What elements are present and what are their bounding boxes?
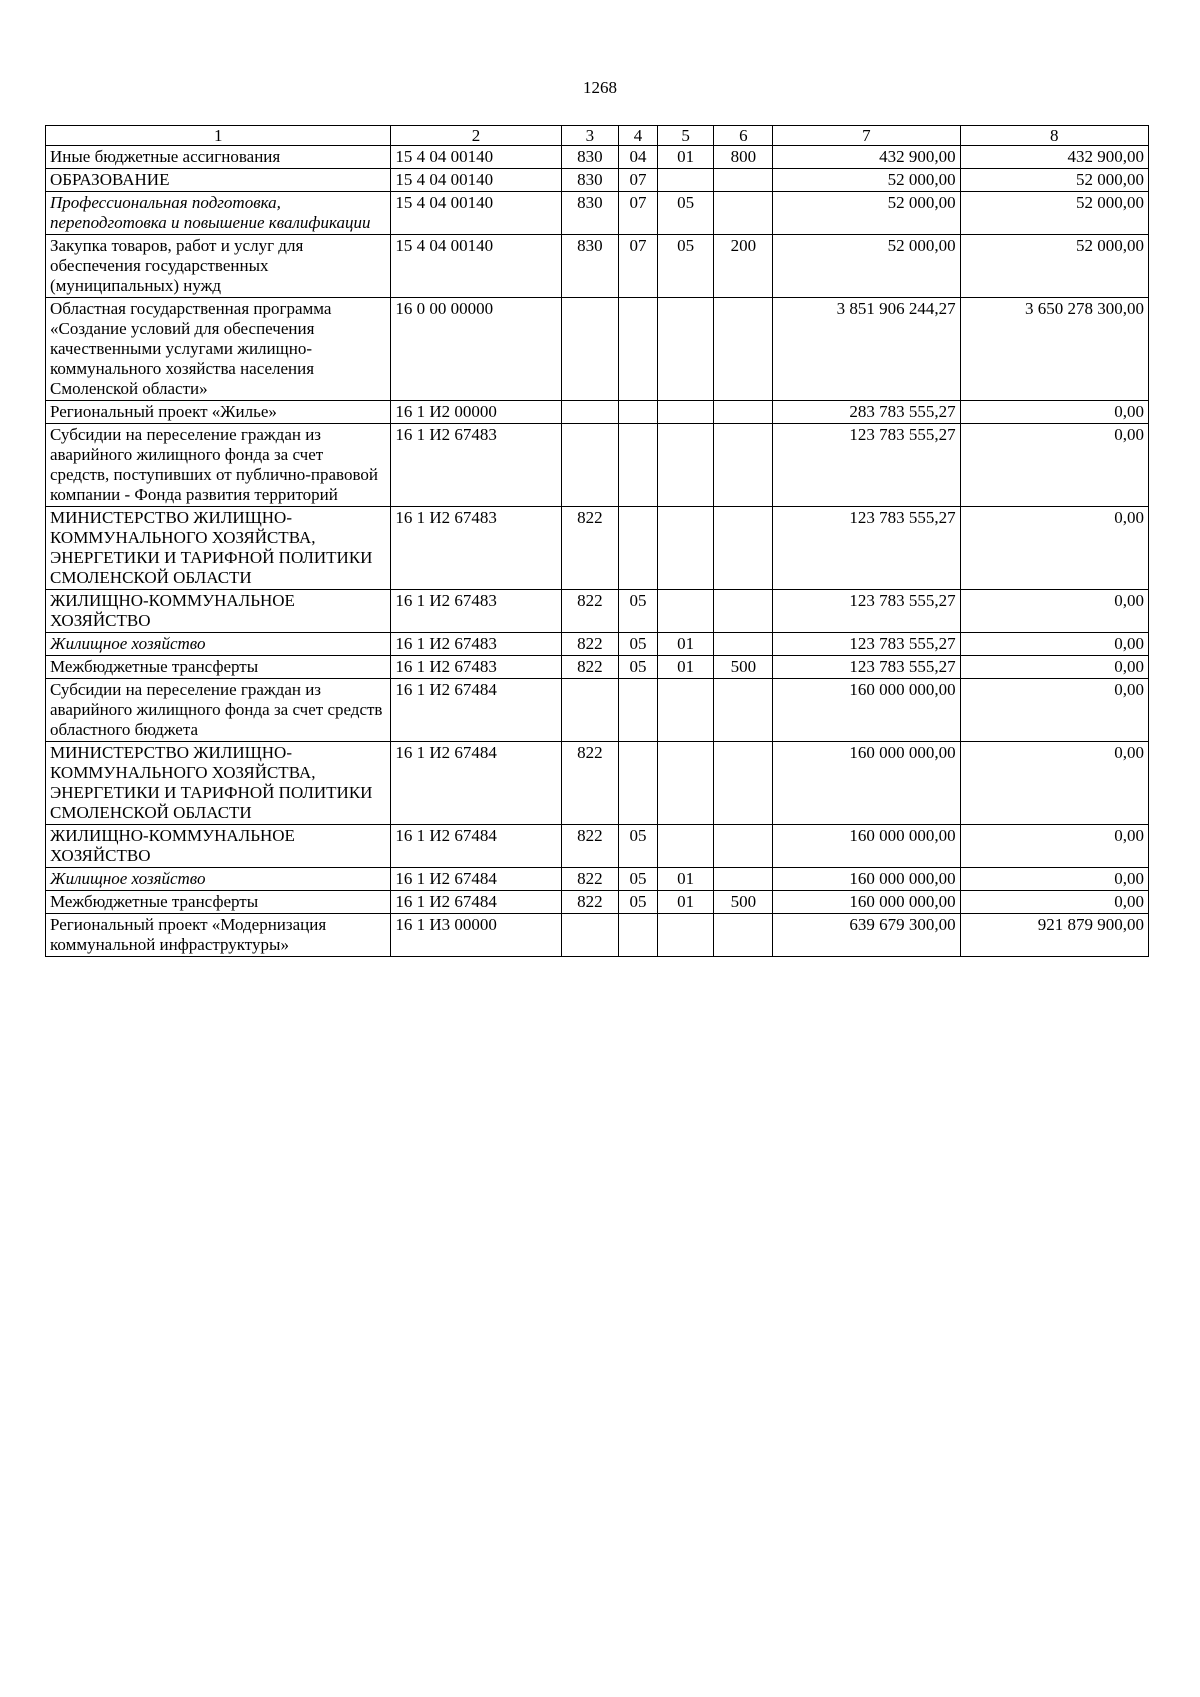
- row-name: ОБРАЗОВАНИЕ: [46, 169, 391, 192]
- section-code: 05: [619, 825, 657, 868]
- target-code: 15 4 04 00140: [391, 192, 561, 235]
- department-code: 822: [561, 633, 619, 656]
- target-code: 16 1 И2 67484: [391, 891, 561, 914]
- row-name: Межбюджетные трансферты: [46, 891, 391, 914]
- expense-type-code: [714, 679, 773, 742]
- amount-year-1: 123 783 555,27: [773, 424, 960, 507]
- table-row: [46, 192, 1149, 235]
- row-name: Жилищное хозяйство: [46, 633, 391, 656]
- amount-year-1: 52 000,00: [773, 169, 960, 192]
- section-code: 07: [619, 235, 657, 298]
- department-code: 822: [561, 507, 619, 590]
- table-row: [46, 914, 1149, 957]
- section-code: 07: [619, 192, 657, 235]
- amount-year-1: 160 000 000,00: [773, 891, 960, 914]
- amount-year-1: 160 000 000,00: [773, 825, 960, 868]
- table-row: [46, 742, 1149, 825]
- section-code: [619, 424, 657, 507]
- target-code: 16 1 И2 67483: [391, 590, 561, 633]
- expense-type-code: [714, 868, 773, 891]
- amount-year-2: 0,00: [960, 868, 1148, 891]
- subsection-code: [657, 298, 714, 401]
- amount-year-1: 3 851 906 244,27: [773, 298, 960, 401]
- table-row: [46, 825, 1149, 868]
- expense-type-code: 800: [714, 146, 773, 169]
- amount-year-1: 639 679 300,00: [773, 914, 960, 957]
- department-code: [561, 401, 619, 424]
- subsection-code: 05: [657, 235, 714, 298]
- column-header-7: 7: [773, 126, 960, 146]
- row-name: Региональный проект «Модернизация коммунальной инфраструктуры»: [46, 914, 391, 957]
- column-header-2: 2: [391, 126, 561, 146]
- subsection-code: [657, 914, 714, 957]
- budget-table: [45, 125, 1149, 957]
- expense-type-code: 500: [714, 656, 773, 679]
- table-row: [46, 656, 1149, 679]
- department-code: 822: [561, 742, 619, 825]
- table-row: [46, 146, 1149, 169]
- amount-year-2: 0,00: [960, 590, 1148, 633]
- table-row: [46, 507, 1149, 590]
- target-code: 16 1 И2 67484: [391, 868, 561, 891]
- section-code: 05: [619, 868, 657, 891]
- table-body: [46, 146, 1149, 957]
- row-name: ЖИЛИЩНО-КОММУНАЛЬНОЕ ХОЗЯЙСТВО: [46, 590, 391, 633]
- column-header-8: 8: [960, 126, 1148, 146]
- subsection-code: [657, 424, 714, 507]
- subsection-code: 01: [657, 891, 714, 914]
- subsection-code: 01: [657, 868, 714, 891]
- amount-year-2: 432 900,00: [960, 146, 1148, 169]
- target-code: 16 1 И2 67484: [391, 679, 561, 742]
- department-code: 822: [561, 656, 619, 679]
- target-code: 15 4 04 00140: [391, 235, 561, 298]
- target-code: 16 1 И2 67484: [391, 825, 561, 868]
- subsection-code: [657, 590, 714, 633]
- expense-type-code: 200: [714, 235, 773, 298]
- amount-year-1: 283 783 555,27: [773, 401, 960, 424]
- department-code: 822: [561, 590, 619, 633]
- row-name: МИНИСТЕРСТВО ЖИЛИЩНО-КОММУНАЛЬНОГО ХОЗЯЙСТВА, ЭНЕРГЕТИКИ И ТАРИФНОЙ ПОЛИТИКИ СМОЛЕНСКОЙ ОБЛАСТИ: [46, 742, 391, 825]
- target-code: 16 1 И2 67483: [391, 424, 561, 507]
- amount-year-2: 0,00: [960, 891, 1148, 914]
- expense-type-code: [714, 914, 773, 957]
- amount-year-2: 0,00: [960, 424, 1148, 507]
- row-name: Субсидии на переселение граждан из аварийного жилищного фонда за счет средств областного бюджета: [46, 679, 391, 742]
- amount-year-2: 0,00: [960, 633, 1148, 656]
- row-name: Межбюджетные трансферты: [46, 656, 391, 679]
- amount-year-2: 52 000,00: [960, 235, 1148, 298]
- subsection-code: 01: [657, 146, 714, 169]
- target-code: 16 1 И2 67484: [391, 742, 561, 825]
- table-row: [46, 633, 1149, 656]
- expense-type-code: 500: [714, 891, 773, 914]
- row-name: Областная государственная программа «Создание условий для обеспечения качественными услугами жилищно-коммунального хозяйства населения Смоленской области»: [46, 298, 391, 401]
- section-code: [619, 401, 657, 424]
- subsection-code: [657, 169, 714, 192]
- expense-type-code: [714, 401, 773, 424]
- table-row: [46, 169, 1149, 192]
- section-code: 04: [619, 146, 657, 169]
- amount-year-2: 0,00: [960, 679, 1148, 742]
- amount-year-2: 3 650 278 300,00: [960, 298, 1148, 401]
- section-code: [619, 679, 657, 742]
- department-code: 830: [561, 146, 619, 169]
- column-header-5: 5: [657, 126, 714, 146]
- table-row: [46, 235, 1149, 298]
- subsection-code: 01: [657, 633, 714, 656]
- section-code: 07: [619, 169, 657, 192]
- column-header-4: 4: [619, 126, 657, 146]
- table-row: [46, 679, 1149, 742]
- expense-type-code: [714, 742, 773, 825]
- row-name: Субсидии на переселение граждан из аварийного жилищного фонда за счет средств, поступивших от публично-правовой компании - Фонда развития территорий: [46, 424, 391, 507]
- table-row: [46, 424, 1149, 507]
- table-row: [46, 298, 1149, 401]
- expense-type-code: [714, 590, 773, 633]
- row-name: Закупка товаров, работ и услуг для обеспечения государственных (муниципальных) нужд: [46, 235, 391, 298]
- amount-year-1: 160 000 000,00: [773, 742, 960, 825]
- department-code: [561, 298, 619, 401]
- department-code: 830: [561, 192, 619, 235]
- section-code: 05: [619, 633, 657, 656]
- row-name: Профессиональная подготовка, переподготовка и повышение квалификации: [46, 192, 391, 235]
- table-header-row: [46, 126, 1149, 146]
- target-code: 15 4 04 00140: [391, 169, 561, 192]
- expense-type-code: [714, 298, 773, 401]
- amount-year-1: 160 000 000,00: [773, 868, 960, 891]
- target-code: 16 1 И2 67483: [391, 656, 561, 679]
- amount-year-1: 160 000 000,00: [773, 679, 960, 742]
- amount-year-1: 52 000,00: [773, 192, 960, 235]
- table-row: [46, 868, 1149, 891]
- target-code: 16 1 И2 67483: [391, 507, 561, 590]
- target-code: 16 1 И2 67483: [391, 633, 561, 656]
- row-name: Иные бюджетные ассигнования: [46, 146, 391, 169]
- amount-year-2: 0,00: [960, 656, 1148, 679]
- section-code: [619, 507, 657, 590]
- table-row: [46, 891, 1149, 914]
- expense-type-code: [714, 424, 773, 507]
- row-name: Региональный проект «Жилье»: [46, 401, 391, 424]
- amount-year-1: 432 900,00: [773, 146, 960, 169]
- subsection-code: [657, 507, 714, 590]
- expense-type-code: [714, 169, 773, 192]
- subsection-code: [657, 742, 714, 825]
- department-code: 822: [561, 891, 619, 914]
- subsection-code: [657, 825, 714, 868]
- amount-year-2: 0,00: [960, 401, 1148, 424]
- department-code: [561, 679, 619, 742]
- amount-year-1: 123 783 555,27: [773, 656, 960, 679]
- column-header-3: 3: [561, 126, 619, 146]
- amount-year-1: 123 783 555,27: [773, 590, 960, 633]
- section-code: 05: [619, 590, 657, 633]
- amount-year-2: 52 000,00: [960, 192, 1148, 235]
- expense-type-code: [714, 192, 773, 235]
- section-code: [619, 298, 657, 401]
- subsection-code: 01: [657, 656, 714, 679]
- expense-type-code: [714, 825, 773, 868]
- department-code: 830: [561, 169, 619, 192]
- section-code: 05: [619, 656, 657, 679]
- target-code: 16 1 И2 00000: [391, 401, 561, 424]
- table-row: [46, 590, 1149, 633]
- table-row: [46, 401, 1149, 424]
- section-code: [619, 914, 657, 957]
- amount-year-2: 0,00: [960, 507, 1148, 590]
- expense-type-code: [714, 507, 773, 590]
- amount-year-1: 123 783 555,27: [773, 507, 960, 590]
- amount-year-2: 52 000,00: [960, 169, 1148, 192]
- section-code: 05: [619, 891, 657, 914]
- amount-year-1: 52 000,00: [773, 235, 960, 298]
- row-name: Жилищное хозяйство: [46, 868, 391, 891]
- subsection-code: 05: [657, 192, 714, 235]
- amount-year-2: 0,00: [960, 742, 1148, 825]
- amount-year-2: 921 879 900,00: [960, 914, 1148, 957]
- row-name: ЖИЛИЩНО-КОММУНАЛЬНОЕ ХОЗЯЙСТВО: [46, 825, 391, 868]
- subsection-code: [657, 679, 714, 742]
- target-code: 16 0 00 00000: [391, 298, 561, 401]
- department-code: 830: [561, 235, 619, 298]
- department-code: 822: [561, 868, 619, 891]
- department-code: [561, 914, 619, 957]
- department-code: [561, 424, 619, 507]
- column-header-1: 1: [46, 126, 391, 146]
- amount-year-1: 123 783 555,27: [773, 633, 960, 656]
- expense-type-code: [714, 633, 773, 656]
- page-number: 1268: [583, 78, 617, 97]
- department-code: 822: [561, 825, 619, 868]
- target-code: 16 1 И3 00000: [391, 914, 561, 957]
- subsection-code: [657, 401, 714, 424]
- row-name: МИНИСТЕРСТВО ЖИЛИЩНО-КОММУНАЛЬНОГО ХОЗЯЙСТВА, ЭНЕРГЕТИКИ И ТАРИФНОЙ ПОЛИТИКИ СМОЛЕНСКОЙ ОБЛАСТИ: [46, 507, 391, 590]
- target-code: 15 4 04 00140: [391, 146, 561, 169]
- amount-year-2: 0,00: [960, 825, 1148, 868]
- section-code: [619, 742, 657, 825]
- column-header-6: 6: [714, 126, 773, 146]
